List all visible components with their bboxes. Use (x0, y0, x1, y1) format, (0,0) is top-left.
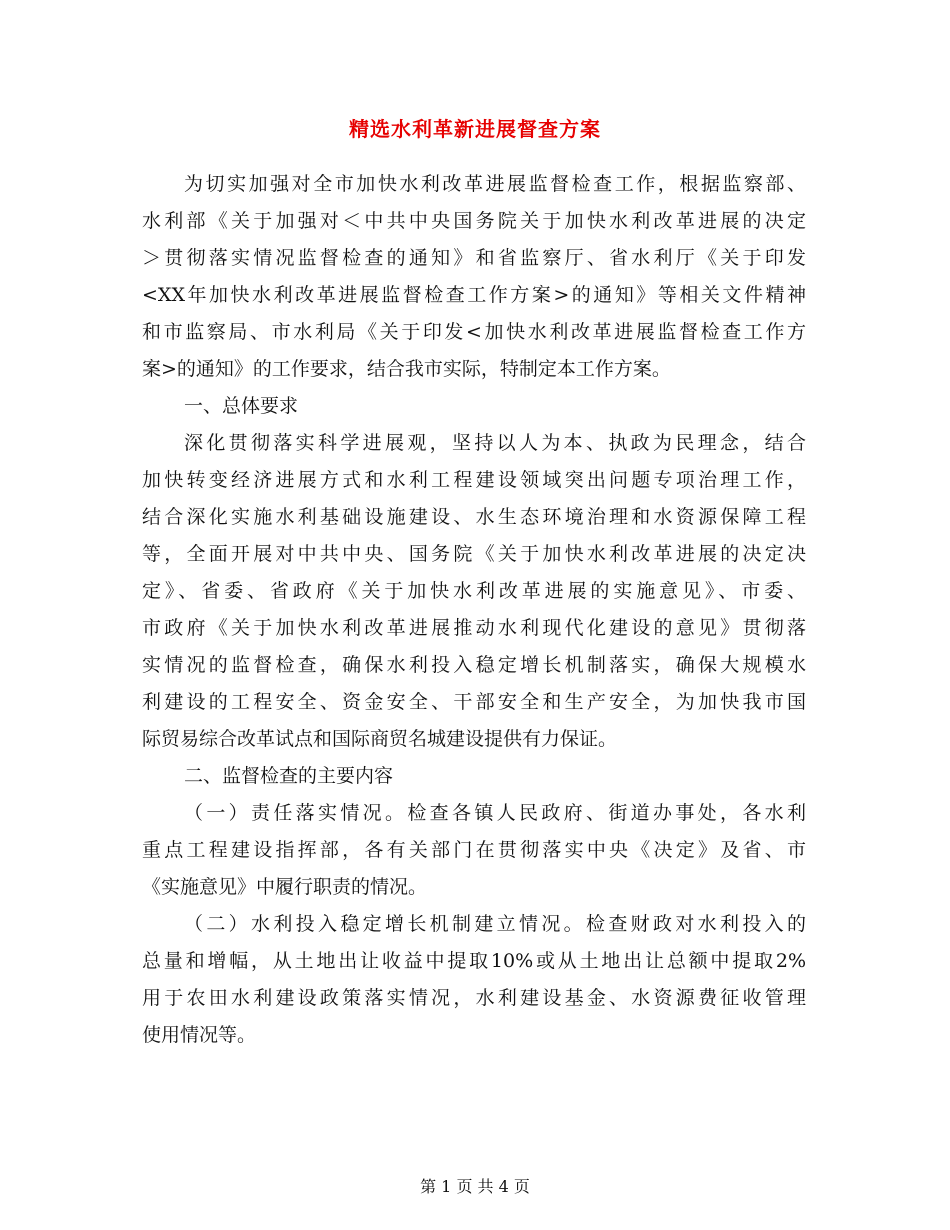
paragraph-line: 案>的通知》的工作要求，结合我市实际，特制定本工作方案。 (142, 358, 671, 380)
paragraph-line: 《实施意见》中履行职责的情况。 (142, 876, 428, 898)
section-heading: 一、总体要求 (184, 395, 299, 417)
paragraph-line: 使用情况等。 (142, 1024, 257, 1046)
paragraph-line: 深化贯彻落实科学进展观，坚持以人为本、执政为民理念，结合 (184, 432, 806, 454)
paragraph-line: 结合深化实施水利基础设施建设、水生态环境治理和水资源保障工程 (142, 506, 806, 528)
paragraph-line: 为切实加强对全市加快水利改革进展监督检查工作，根据监察部、 (184, 173, 806, 195)
paragraph-line: 利建设的工程安全、资金安全、干部安全和生产安全，为加快我市国 (142, 691, 806, 713)
paragraph-line: 和市监察局、市水利局《关于印发<加快水利改革进展监督检查工作方 (142, 321, 806, 343)
paragraph-line: 水利部《关于加强对＜中共中央国务院关于加快水利改革进展的决定 (142, 210, 806, 232)
paragraph-line: 市政府《关于加快水利改革进展推动水利现代化建设的意见》贯彻落 (142, 617, 806, 639)
paragraph-line: 等，全面开展对中共中央、国务院《关于加快水利改革进展的决定决 (142, 543, 806, 565)
paragraph-line: （一）责任落实情况。检查各镇人民政府、街道办事处，各水利 (184, 802, 806, 824)
paragraph-line: 加快转变经济进展方式和水利工程建设领域突出问题专项治理工作， (142, 469, 806, 491)
document-title: 精选水利革新进展督查方案 (349, 117, 601, 141)
paragraph-line: 用于农田水利建设政策落实情况，水利建设基金、水资源费征收管理 (142, 987, 806, 1009)
paragraph-line: 际贸易综合改革试点和国际商贸名城建设提供有力保证。 (142, 728, 618, 750)
paragraph-line: 重点工程建设指挥部，各有关部门在贯彻落实中央《决定》及省、市 (142, 839, 806, 861)
paragraph-line: <XX年加快水利改革进展监督检查工作方案>的通知》等相关文件精神 (142, 284, 806, 306)
paragraph-line: （二）水利投入稳定增长机制建立情况。检查财政对水利投入的 (184, 913, 806, 935)
paragraph-line: 定》、省委、省政府《关于加快水利改革进展的实施意见》、市委、 (142, 580, 806, 602)
document-body (142, 166, 806, 1054)
paragraph-line: 实情况的监督检查，确保水利投入稳定增长机制落实，确保大规模水 (142, 654, 806, 676)
paragraph-line: ＞贯彻落实情况监督检查的通知》和省监察厅、省水利厅《关于印发 (142, 247, 806, 269)
paragraph-line: 总量和增幅，从土地出让收益中提取10%或从土地出让总额中提取2% (142, 950, 806, 972)
page-number-footer: 第 1 页 共 4 页 (420, 1177, 530, 1196)
section-heading: 二、监督检查的主要内容 (184, 765, 394, 787)
